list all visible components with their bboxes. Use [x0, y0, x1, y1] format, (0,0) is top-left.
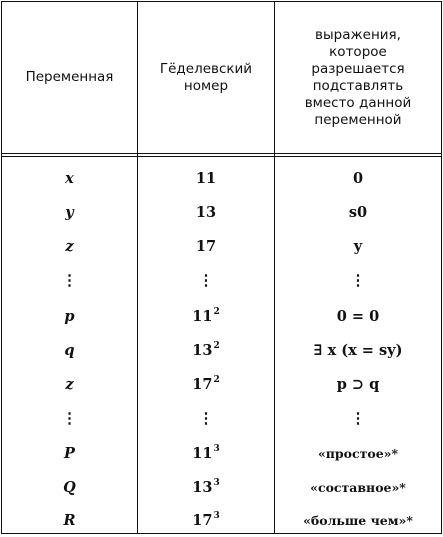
vertical-ellipsis: ⋮ — [62, 408, 77, 427]
table-body — [2, 157, 441, 533]
substitute-cell: «простое»* — [317, 445, 399, 461]
godel-base: 11 — [192, 307, 213, 325]
table-row — [2, 367, 441, 401]
variable-cell: z — [65, 375, 74, 393]
ellipsis-cell — [2, 401, 137, 435]
variable-cell: q — [64, 341, 75, 359]
table-row — [2, 299, 441, 333]
godel-base: 11 — [195, 169, 217, 187]
godel-number-table — [1, 1, 442, 534]
header-line: переменной — [314, 111, 402, 128]
godel-base: 11 — [192, 444, 213, 462]
godel-base: 17 — [195, 237, 217, 255]
godel-number-cell — [138, 229, 274, 263]
vertical-ellipsis: ⋮ — [62, 270, 77, 289]
table-row — [2, 436, 441, 470]
godel-base: 13 — [192, 341, 213, 359]
vertical-ellipsis: ⋮ — [350, 408, 366, 427]
godel-base: 13 — [195, 203, 217, 221]
godel-base: 13 — [192, 478, 213, 496]
godel-number-cell: 17 $^3$ — [192, 511, 220, 529]
variable-cell: x — [65, 169, 74, 187]
godel-number-cell — [138, 195, 274, 229]
vertical-ellipsis: ⋮ — [350, 270, 366, 289]
godel-number-cell: 13 $^3$ — [192, 478, 220, 496]
table-row — [2, 263, 441, 297]
header-line: подставлять — [312, 77, 404, 94]
godel-number-cell — [138, 161, 274, 195]
table-row — [2, 470, 441, 504]
variable-cell: p — [64, 307, 75, 325]
godel-base: 17 — [192, 375, 213, 393]
vertical-ellipsis: ⋮ — [198, 270, 214, 289]
variable-cell: R — [63, 511, 76, 529]
ellipsis-cell — [138, 263, 274, 297]
variable-cell: Q — [63, 478, 76, 496]
godel-number-cell: 11 $^3$ — [192, 444, 220, 462]
header-divider — [2, 153, 441, 154]
ellipsis-cell — [275, 263, 441, 297]
godel-number-cell: 11 $^2$ — [192, 307, 220, 325]
vertical-ellipsis: ⋮ — [198, 408, 214, 427]
substitute-cell: s0 — [348, 203, 368, 221]
godel-base: 17 — [192, 511, 213, 529]
table-row — [2, 161, 441, 195]
header-line: Переменная — [25, 69, 114, 85]
table-row — [2, 503, 441, 537]
ellipsis-cell — [275, 401, 441, 435]
header-variable — [2, 2, 137, 153]
substitute-cell: «больше чем»* — [303, 512, 413, 528]
header-substitute-expression — [275, 2, 441, 153]
substitute-cell: 0 = 0 — [336, 307, 380, 325]
table-row — [2, 333, 441, 367]
variable-cell: y — [65, 203, 74, 221]
substitute-cell: «составное»* — [310, 479, 406, 495]
substitute-cell: 0 — [352, 169, 364, 187]
substitute-cell: y — [353, 237, 363, 255]
header-line: номер — [183, 77, 229, 94]
header-godel-number — [138, 2, 274, 153]
header-line: которое — [329, 43, 387, 60]
header-line: вместо данной — [304, 94, 412, 111]
table-row — [2, 195, 441, 229]
header-line: Гёделевский — [159, 60, 253, 77]
godel-number-cell: 13 $^2$ — [192, 341, 220, 359]
header-line: разрешается — [311, 60, 405, 77]
ellipsis-cell — [138, 401, 274, 435]
substitute-cell: p ⊃ q — [336, 375, 380, 393]
ellipsis-cell — [2, 263, 137, 297]
variable-cell: z — [65, 237, 74, 255]
table-row — [2, 401, 441, 435]
variable-cell: P — [64, 444, 75, 462]
godel-number-cell: 17 $^2$ — [192, 375, 220, 393]
substitute-cell: ∃ x (x = sy) — [313, 341, 403, 359]
table-row — [2, 229, 441, 263]
header-line: выражения, — [315, 26, 401, 43]
